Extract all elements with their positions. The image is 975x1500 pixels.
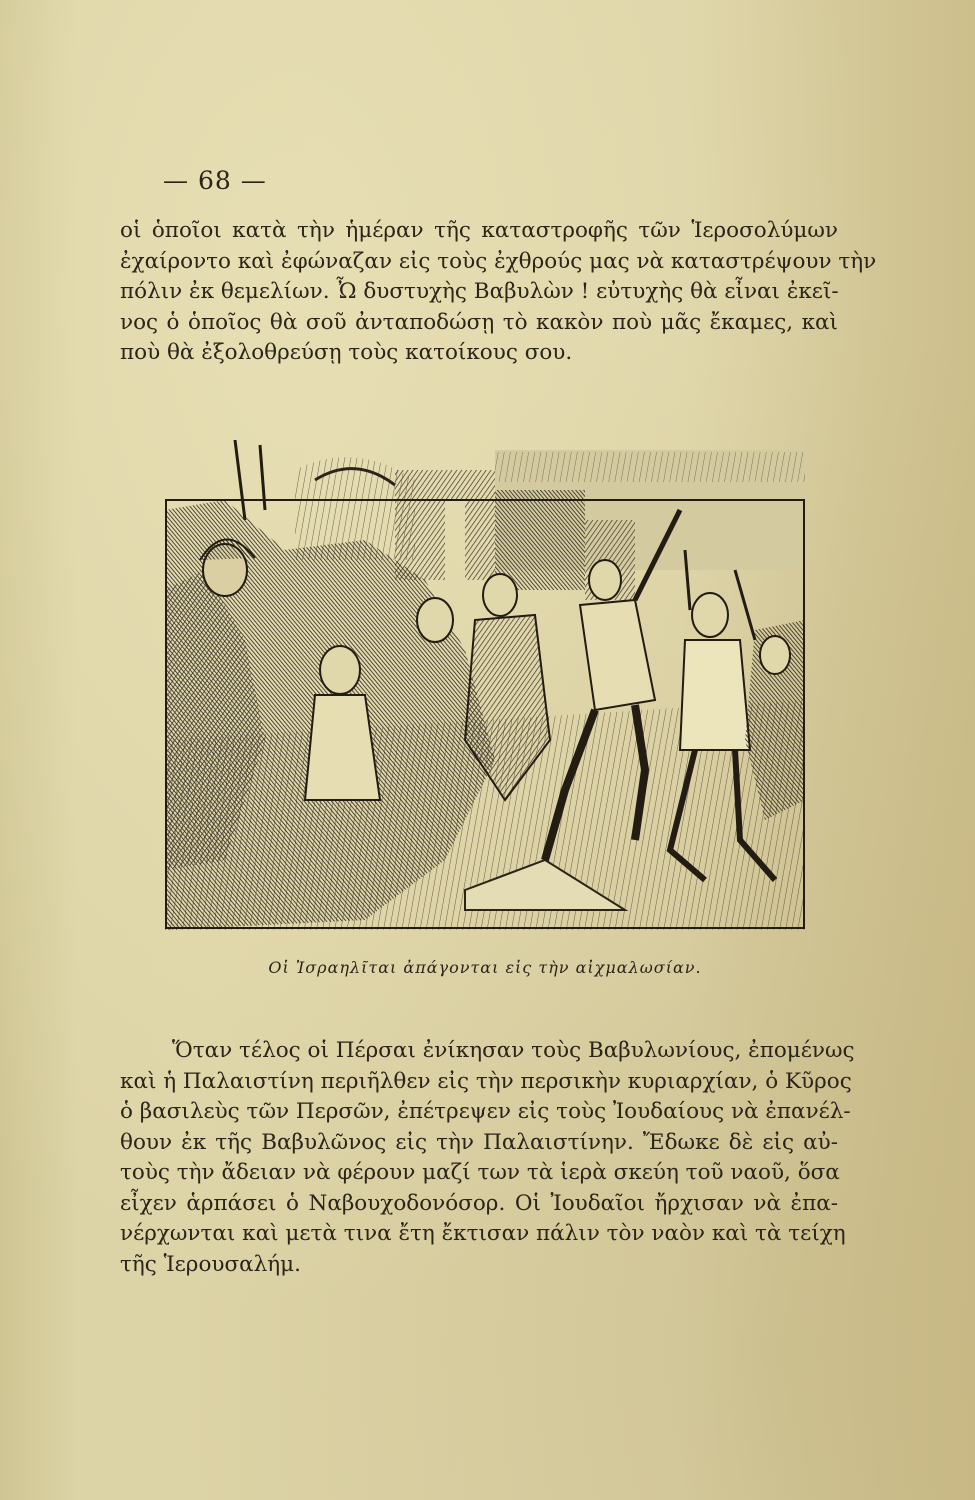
text-line: ὁ βασιλεὺς τῶν Περσῶν, ἐπέτρεψεν εἰς τοὺς Ἰουδαίους νὰ ἐπανέλ-	[120, 1099, 851, 1124]
text-line: νέρχωνται καὶ μετὰ τινα ἔτη ἔκτισαν πάλιν τὸν ναὸν καὶ τὰ τείχη	[120, 1221, 846, 1246]
text-line: ποὺ θὰ ἐξολοθρεύσῃ τοὺς κατοίκους σου.	[120, 340, 573, 365]
text-line: Ὅταν τέλος οἱ Πέρσαι ἐνίκησαν τοὺς Βαβυλωνίους, ἐπομένως	[172, 1038, 855, 1063]
text-line: οἱ ὁποῖοι κατὰ τὴν ἡμέραν τῆς καταστροφῆς τῶν Ἱεροσολύμων	[120, 218, 838, 243]
paragraph-1	[120, 216, 877, 369]
engraving-illustration	[165, 440, 805, 930]
text-line: πόλιν ἐκ θεμελίων. Ὦ δυστυχὴς Βαβυλὼν ! εὐτυχὴς θὰ εἶναι ἐκεῖ-	[120, 279, 839, 304]
text-line: ἐχαίροντο καὶ ἐφώναζαν εἰς τοὺς ἐχθρούς μας νὰ καταστρέψουν τὴν	[120, 248, 877, 274]
page-number: — 68 —	[163, 166, 267, 195]
text-line: τῆς Ἱερουσαλήμ.	[120, 1251, 301, 1277]
illustration-caption: Οἱ Ἰσραηλῖται ἀπάγονται εἰς τὴν αἰχμαλωσίαν.	[268, 958, 702, 977]
text-line: θουν ἐκ τῆς Βαβυλῶνος εἰς τὴν Παλαιστίνην. Ἔδωκε δὲ εἰς αὐ-	[120, 1129, 838, 1155]
text-line: καὶ ἡ Παλαιστίνη περιῆλθεν εἰς τὴν περσικὴν κυριαρχίαν, ὁ Κῦρος	[120, 1068, 852, 1094]
engraving-captives-icon	[165, 440, 805, 930]
paragraph-2	[120, 1036, 855, 1280]
text-line: νος ὁ ὁποῖος θὰ σοῦ ἀνταποδώσῃ τὸ κακὸν ποὺ μᾶς ἔκαμες, καὶ	[120, 309, 838, 335]
text-line: εἶχεν ἁρπάσει ὁ Ναβουχοδονόσορ. Οἱ Ἰουδαῖοι ἤρχισαν νὰ ἐπα-	[120, 1190, 838, 1216]
text-line: τοὺς τὴν ἄδειαν νὰ φέρουν μαζί των τὰ ἱερὰ σκεύη τοῦ ναοῦ, ὅσα	[120, 1160, 840, 1185]
